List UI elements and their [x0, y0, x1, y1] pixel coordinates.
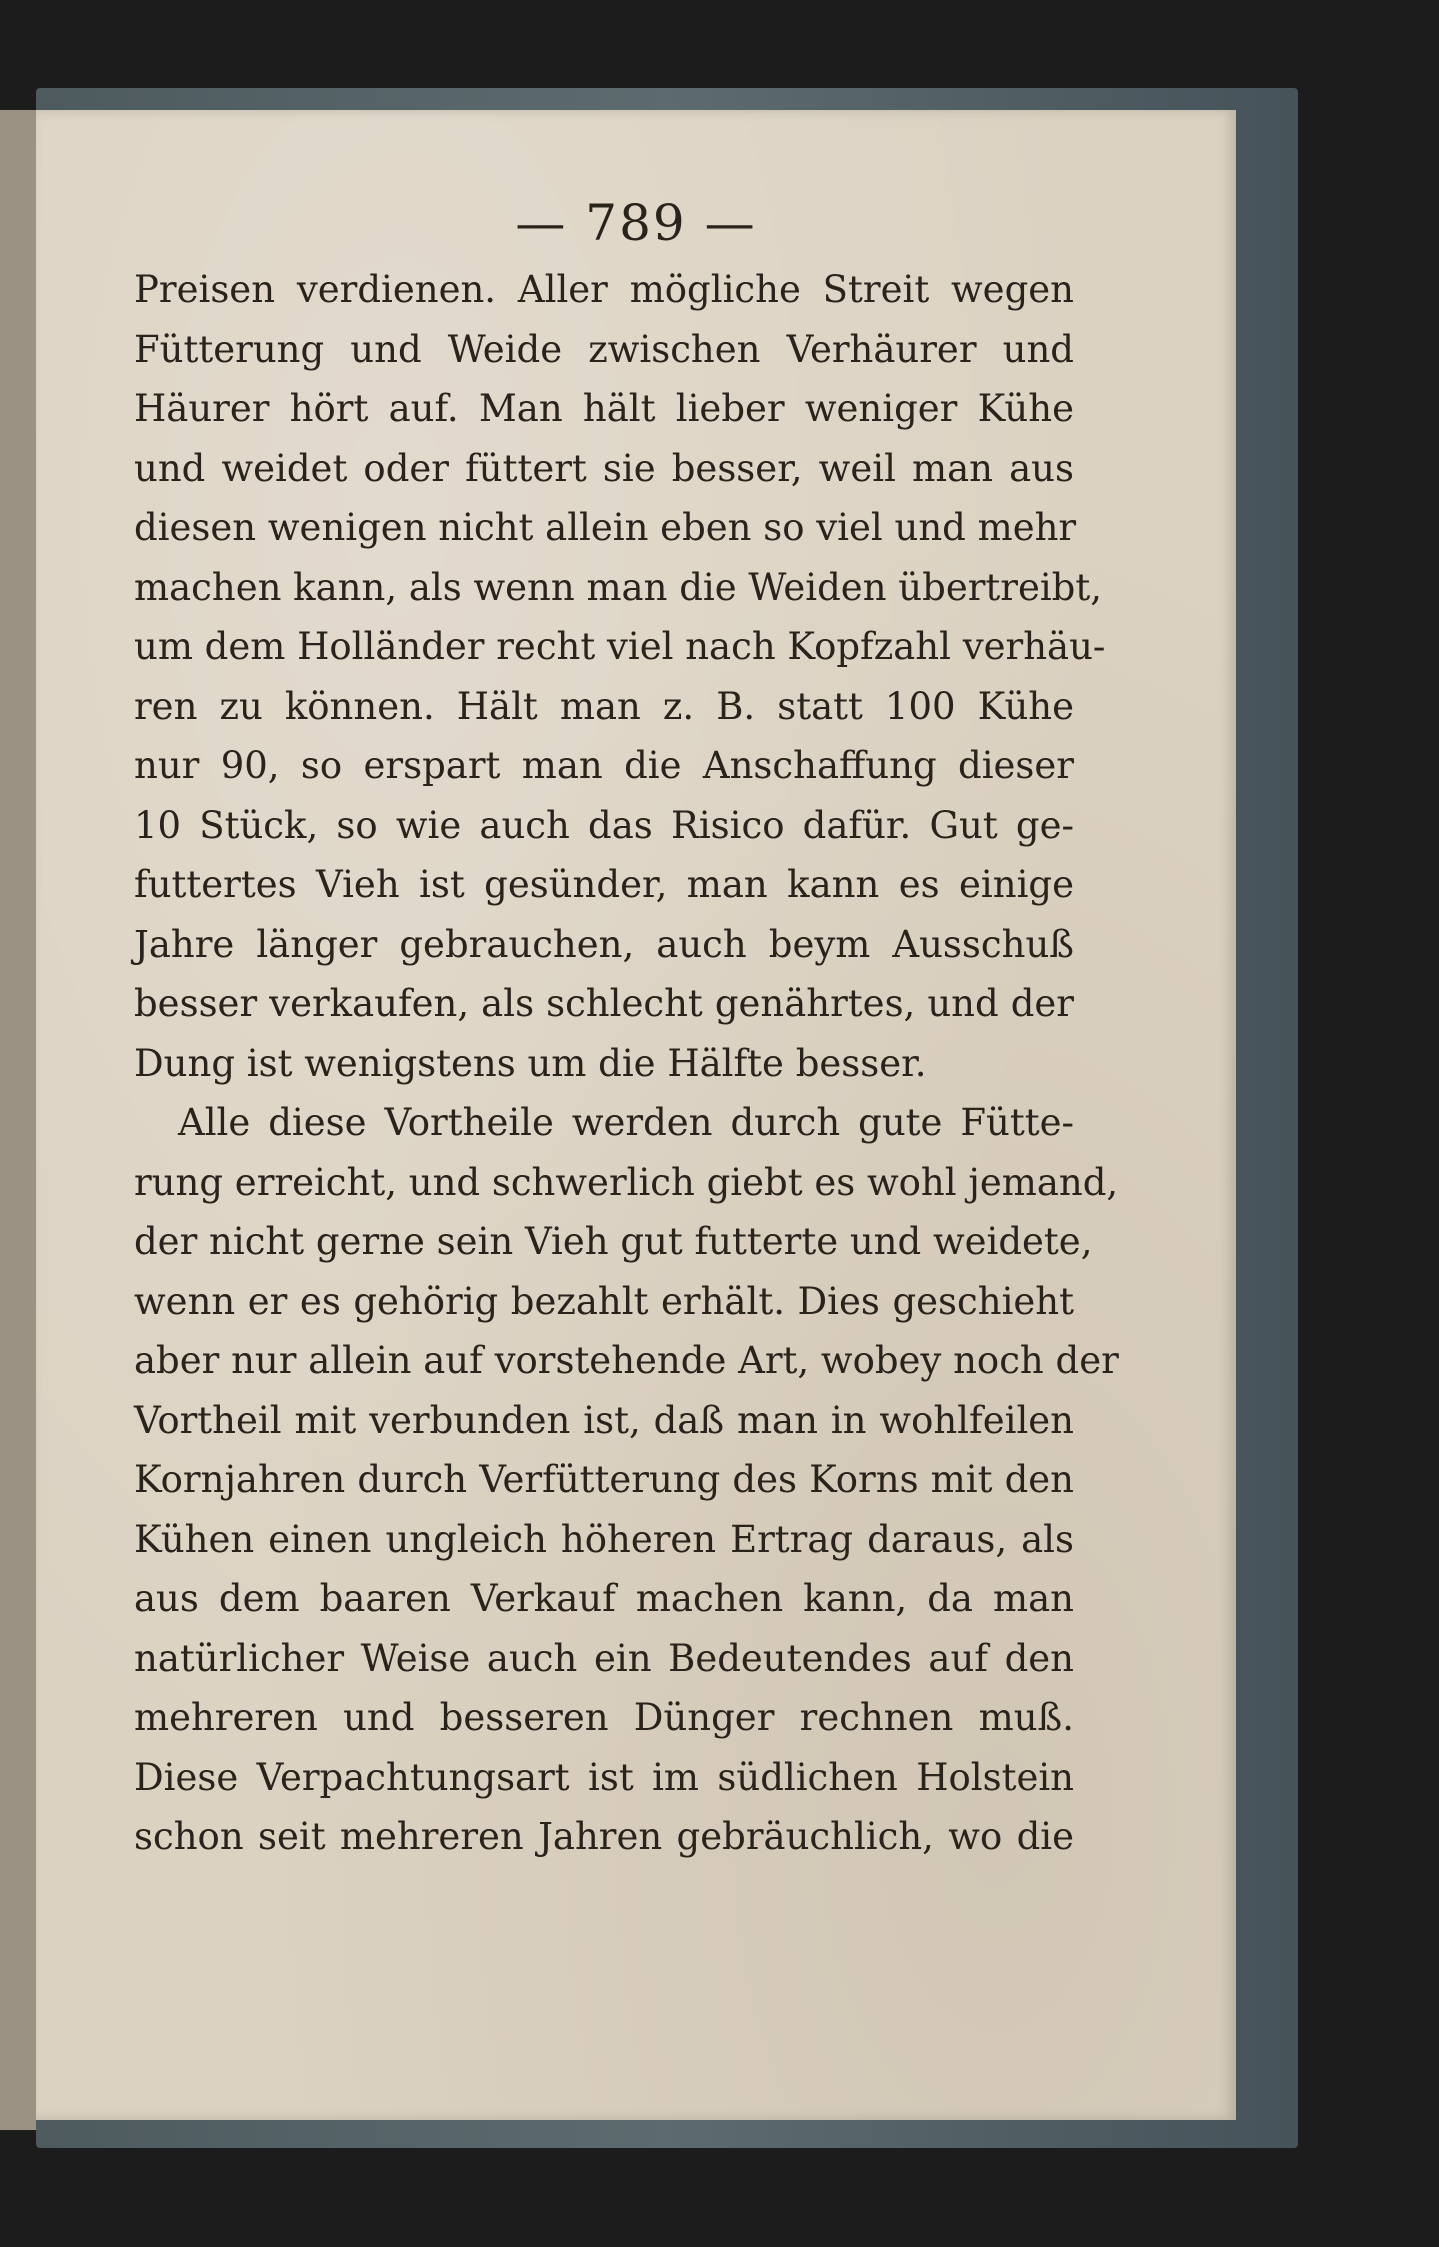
text-line: natürlicher Weise auch ein Bedeutendes auf den: [134, 1636, 1074, 1680]
text-line: ren zu können. Hält man z. B. statt 100 Kühe: [134, 684, 1074, 728]
text-line: machen kann, als wenn man die Weiden übertreibt,: [134, 565, 1102, 609]
text-line: wenn er es gehörig bezahlt erhält. Dies geschieht: [134, 1279, 1074, 1323]
text-line: Diese Verpachtungsart ist im südlichen Holstein: [134, 1755, 1074, 1799]
text-line: um dem Holländer recht viel nach Kopfzahl verhäu-: [134, 625, 1106, 668]
text-line: Kühen einen ungleich höheren Ertrag daraus, als: [134, 1517, 1074, 1561]
text-line: schon seit mehreren Jahren gebräuchlich, wo die: [134, 1815, 1074, 1858]
text-line: 10 Stück, so wie auch das Risico dafür. Gut ge-: [134, 803, 1074, 847]
text-line: Fütterung und Weide zwischen Verhäurer und: [134, 327, 1074, 371]
text-line: nur 90, so erspart man die Anschaffung dieser: [134, 744, 1074, 787]
text-line: Alle diese Vortheile werden durch gute Fütte-: [178, 1101, 1074, 1144]
text-line: Dung ist wenigstens um die Hälfte besser.: [134, 1041, 927, 1085]
text-line: aus dem baaren Verkauf machen kann, da man: [134, 1577, 1074, 1620]
text-line: diesen wenigen nicht allein eben so viel und mehr: [134, 506, 1077, 549]
text-line: Jahre länger gebrauchen, auch beym Ausschuß: [134, 922, 1074, 966]
text-line: rung erreicht, und schwerlich giebt es wohl jemand,: [134, 1160, 1119, 1204]
book-page: [36, 110, 1236, 2120]
text-line: Vortheil mit verbunden ist, daß man in wohlfeilen: [134, 1398, 1074, 1442]
body-text: [134, 260, 1119, 1867]
text-line: Häurer hört auf. Man hält lieber weniger Kühe: [134, 387, 1074, 430]
text-line: besser verkaufen, als schlecht genährtes, und der: [134, 982, 1074, 1025]
text-line: futtertes Vieh ist gesünder, man kann es einige: [134, 863, 1074, 906]
text-line: und weidet oder füttert sie besser, weil man aus: [134, 446, 1074, 490]
page-number: — 789 —: [515, 194, 757, 252]
text-line: Preisen verdienen. Aller mögliche Streit wegen: [134, 268, 1074, 311]
text-line: der nicht gerne sein Vieh gut futterte und weidete,: [134, 1220, 1093, 1263]
text-line: mehreren und besseren Dünger rechnen muß.: [134, 1696, 1074, 1739]
text-line: Kornjahren durch Verfütterung des Korns mit den: [134, 1458, 1074, 1501]
previous-page-edge: [0, 110, 38, 2130]
text-line: aber nur allein auf vorstehende Art, wobey noch der: [134, 1339, 1119, 1382]
